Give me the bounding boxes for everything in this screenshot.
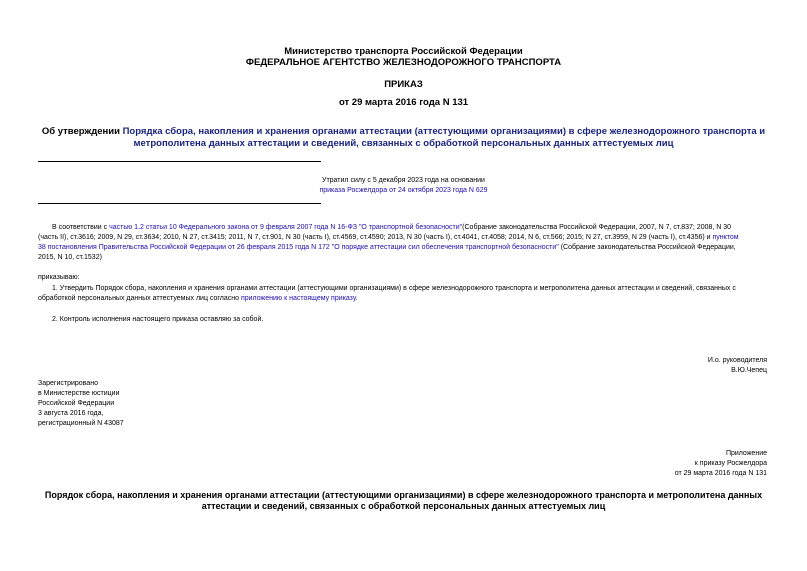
item1-line2-text: обработкой персональных данных аттестуемых лиц согласно <box>38 295 241 302</box>
preamble-line3 <box>38 243 736 253</box>
doc-title-line1 <box>0 126 807 137</box>
appendix-title-line1: Порядок сбора, накопления и хранения органами аттестации (аттестующими организациями) в сфере железнодорожного транспорта и метрополитена данных <box>44 490 763 500</box>
preamble-line2 <box>38 233 739 243</box>
item2: 2. Контроль исполнения настоящего приказа оставляю за собой. <box>52 316 264 323</box>
preamble-line4: 2015, N 10, ст.1532) <box>38 254 102 261</box>
signer-name: В.Ю.Чепец <box>731 367 767 374</box>
preamble-text1: (Собрание законодательства Российской Федерации, 2007, N 7, ст.837; 2008, N 30 <box>462 224 732 231</box>
appendix-date: от 29 марта 2016 года N 131 <box>674 470 767 477</box>
divider-bottom <box>38 203 321 204</box>
preamble-line2-text: (часть II), ст.3616; 2009, N 29, ст.3634; 2010, N 27, ст.3415; 2011, N 7, ст.901, N 30 (часть I), ст.4569, ст.4590; 2013, N 30 (часть I), ст.4041, ст.4058; 2014, N 6, ст.566; 2015; N 27, ст.3959, N 29 (часть I), ст.4356) и <box>38 234 713 241</box>
preamble-text3: (Собрание законодательства Российской Федерации, <box>558 244 736 251</box>
divider-top <box>38 161 321 162</box>
appendix-link[interactable]: приложению к настоящему приказу <box>240 295 356 302</box>
title-link-line2[interactable]: метрополитена данных аттестации и сведений, связанных с обработкой персональных данных аттестуемых лиц <box>133 138 674 149</box>
doc-type: ПРИКАЗ <box>384 79 423 90</box>
appendix-title-line2: аттестации и сведений, связанных с обработкой персональных данных аттестуемых лиц <box>201 501 606 511</box>
status-text: Утратил силу с 5 декабря 2023 года на основании <box>322 177 485 184</box>
agency-name: ФЕДЕРАЛЬНОЕ АГЕНТСТВО ЖЕЛЕЗНОДОРОЖНОГО ТРАНСПОРТА <box>245 57 562 68</box>
decree-link-part1[interactable]: пунктом <box>712 234 739 241</box>
reg-line3: Российской Федерации <box>38 400 115 407</box>
reg-line1: Зарегистрировано <box>38 380 98 387</box>
item1-line2 <box>38 294 358 304</box>
law-link[interactable]: частью 1.2 статьи 10 Федерального закона от 9 февраля 2007 года N 16-ФЗ "О транспортной безопасности" <box>109 224 463 231</box>
doc-date-number: от 29 марта 2016 года N 131 <box>338 97 469 108</box>
preamble-intro: В соответствии с <box>52 224 110 231</box>
reg-line4: 3 августа 2016 года, <box>38 410 104 417</box>
reg-line2: в Министерстве юстиции <box>38 390 120 397</box>
reg-line5: регистрационный N 43087 <box>38 420 124 427</box>
order-word: приказываю: <box>38 274 80 281</box>
appendix-label: Приложение <box>725 450 767 457</box>
status-link[interactable]: приказа Росжелдора от 24 октября 2023 года N 629 <box>319 187 488 194</box>
item1-line2-end: . <box>355 295 358 302</box>
item1-line1: 1. Утвердить Порядок сбора, накопления и хранения органами аттестации (аттестующими организациями) в сфере железнодорожного транспорта и метрополитена данных аттестации и сведений, связанных с <box>52 285 736 292</box>
preamble-line1 <box>52 223 731 233</box>
decree-link-part2[interactable]: 38 постановления Правительства Российской Федерации от 26 февраля 2015 года N 172 "О порядке аттестации сил обеспечения транспортной безопасности" <box>38 244 559 251</box>
title-link[interactable]: Порядка сбора, накопления и хранения органами аттестации (аттестующими организациями) в сфере железнодорожного транспорта и <box>122 126 766 137</box>
signer-position: И.о. руководителя <box>707 357 767 364</box>
appendix-ref: к приказу Росжелдора <box>694 460 767 467</box>
title-prefix: Об утверждении <box>41 126 123 137</box>
ministry-name: Министерство транспорта Российской Федерации <box>284 46 523 57</box>
